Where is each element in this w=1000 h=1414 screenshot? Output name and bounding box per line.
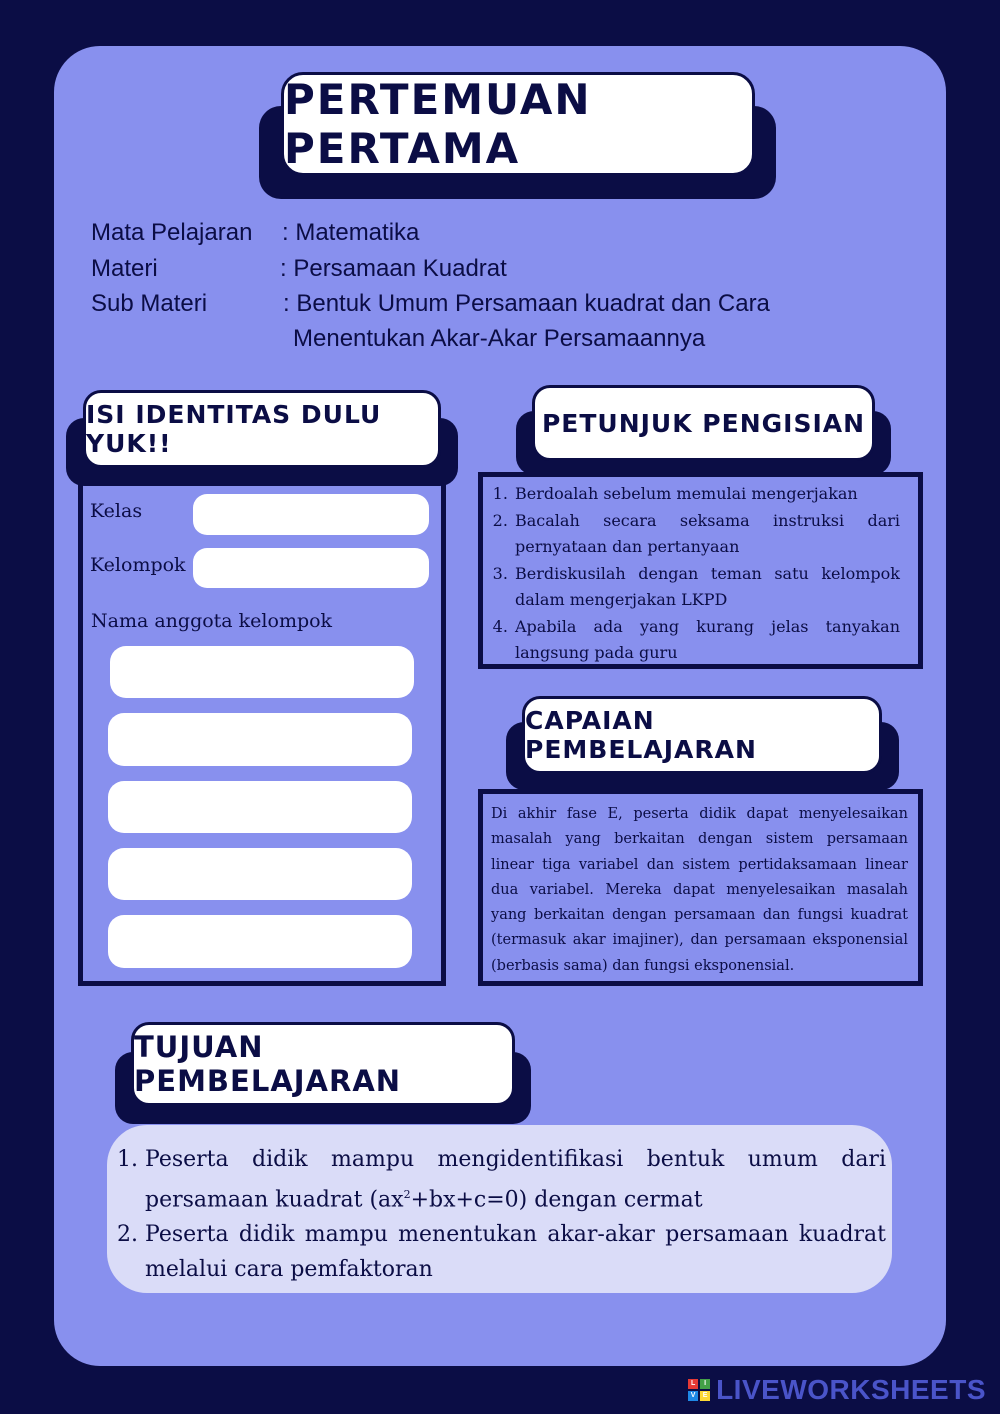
capaian-box [478,789,923,986]
logo-letter-v: V [688,1391,698,1401]
petunjuk-item-4: 4. Apabila ada yang kurang jelas tanyakan langsung pada guru [513,614,900,667]
sub-materi-value-line1: : Bentuk Umum Persamaan kuadrat dan Cara [283,290,770,317]
tujuan-item-2: 2. Peserta didik mampu menentukan akar-akar persamaan kuadrat melalui cara pemfaktoran [145,1217,886,1287]
liveworksheets-logo[interactable] [688,1374,986,1406]
logo-letter-i: I [700,1379,710,1389]
sub-materi-label: Sub Materi [91,290,208,317]
materi-value: : Persamaan Kuadrat [280,255,507,282]
tujuan-item-1-sup: 2 [403,1188,411,1201]
sub-materi-value-line2: Menentukan Akar-Akar Persamaannya [293,325,706,352]
page-title: PERTEMUAN PERTAMA [281,72,755,176]
kelas-input[interactable] [193,494,429,535]
anggota-label: Nama anggota kelompok [91,610,333,632]
tujuan-item-1-text-b: +bx+c=0) dengan cermat [410,1187,703,1213]
capaian-title: CAPAIAN PEMBELAJARAN [522,696,882,774]
kelompok-input[interactable] [193,548,429,588]
tujuan-item-1 [145,1142,886,1217]
mapel-label: Mata Pelajaran [91,219,253,246]
identitas-title: ISI IDENTITAS DULU YUK!! [83,390,441,468]
liveworksheets-logo-icon [688,1379,710,1401]
tujuan-item-1-text-a: Peserta didik mampu mengidentifikasi bentuk umum dari persamaan kuadrat (ax [145,1147,886,1213]
petunjuk-item-2: 2. Bacalah secara seksama instruksi dari pernyataan dan pertanyaan [513,508,900,561]
liveworksheets-brand: LIVEWORKSHEETS [716,1374,986,1405]
petunjuk-item-1: 1. Berdoalah sebelum memulai mengerjakan [513,481,900,508]
anggota-input-1[interactable] [110,646,414,698]
anggota-input-3[interactable] [108,781,412,833]
anggota-input-2[interactable] [108,713,412,766]
tujuan-title: TUJUAN PEMBELAJARAN [131,1022,515,1106]
logo-letter-e: E [700,1391,710,1401]
petunjuk-title: PETUNJUK PENGISIAN [532,385,875,461]
kelas-label: Kelas [90,500,143,522]
anggota-input-5[interactable] [108,915,412,968]
materi-label: Materi [91,255,158,282]
capaian-text: Di akhir fase E, peserta didik dapat menyelesaikan masalah yang berkaitan dengan sistem persamaan linear tiga variabel dan sistem pertidaksamaan linear dua variabel. Mereka dapat menyelesaikan masalah yang berkaitan dengan persamaan dan fungsi kuadrat (termasuk akar imajiner), dan persamaan eksponensial (berbasis sama) dan fungsi eksponensial. [491,806,908,974]
kelompok-label: Kelompok [90,554,186,576]
petunjuk-box [478,472,923,669]
petunjuk-item-3: 3. Berdiskusilah dengan teman satu kelompok dalam mengerjakan LKPD [513,561,900,614]
mapel-value: : Matematika [282,219,420,246]
tujuan-box [107,1125,892,1293]
logo-letter-l: L [688,1379,698,1389]
anggota-input-4[interactable] [108,848,412,900]
